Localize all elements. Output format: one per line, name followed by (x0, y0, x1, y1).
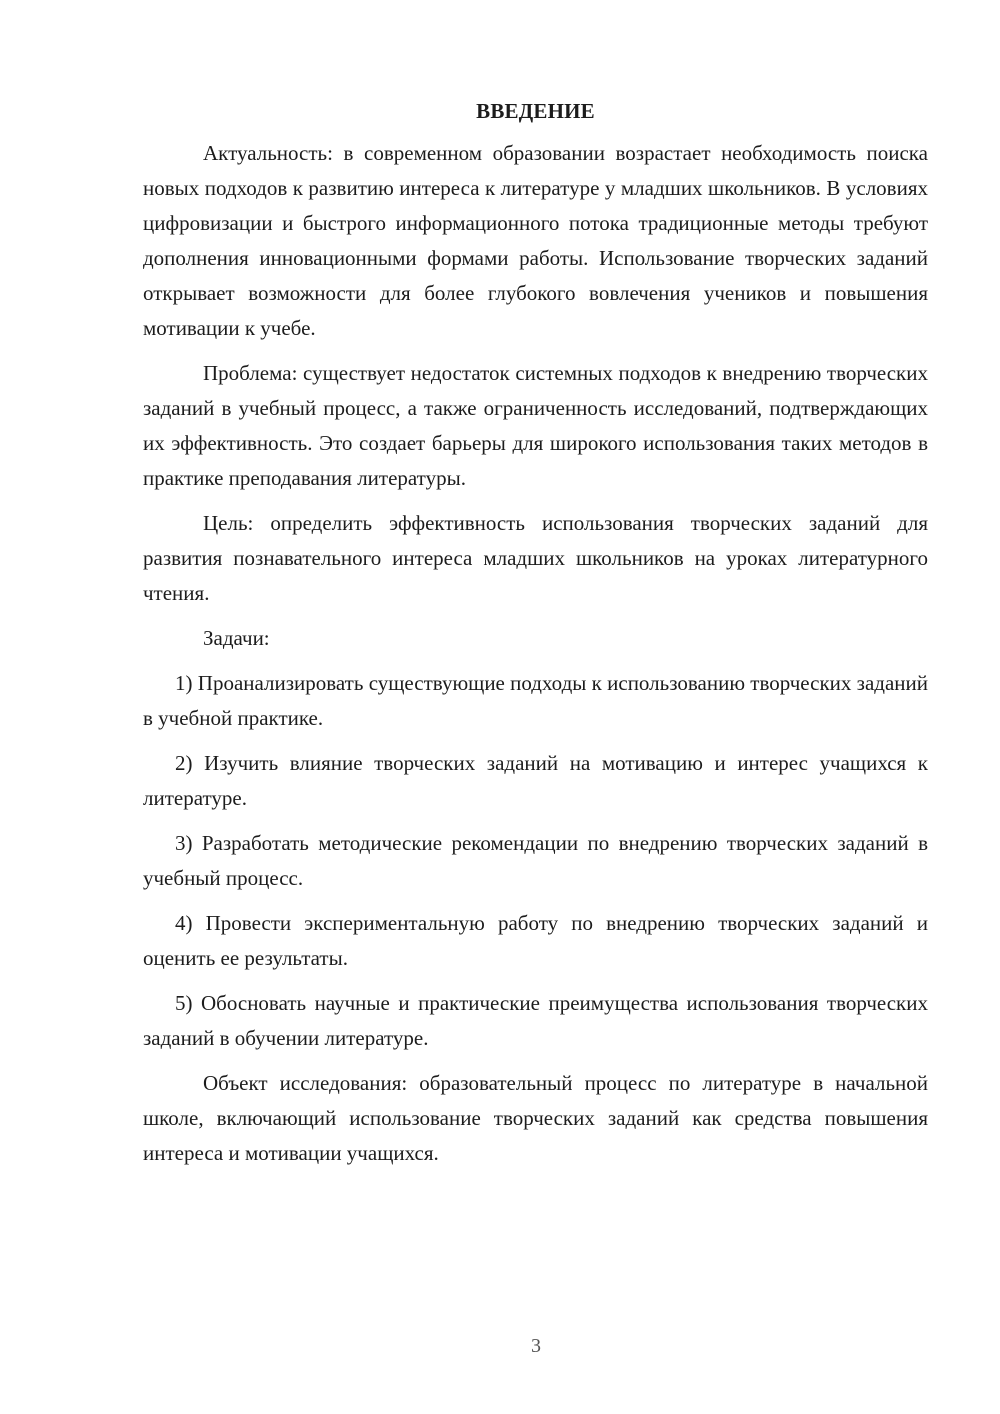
task-item-5: 5) Обосновать научные и практические преимущества использования творческих заданий в обучении литературе. (143, 991, 928, 1050)
tasks-label: Задачи: (203, 626, 270, 650)
paragraph-goal: Цель: определить эффективность использования творческих заданий для развития познавательного интереса младших школьников на уроках литературного чтения. (143, 511, 928, 605)
paragraph-object: Объект исследования: образовательный процесс по литературе в начальной школе, включающий использование творческих заданий как средства повышения интереса и мотивации учащихся. (143, 1071, 928, 1165)
tasks-list (143, 666, 928, 1056)
task-item-1: 1) Проанализировать существующие подходы к использованию творческих заданий в учебной практике. (143, 671, 928, 730)
task-item-2: 2) Изучить влияние творческих заданий на мотивацию и интерес учащихся к литературе. (143, 751, 928, 810)
task-item-3: 3) Разработать методические рекомендации по внедрению творческих заданий в учебный процесс. (143, 831, 928, 890)
paragraph-problem: Проблема: существует недостаток системных подходов к внедрению творческих заданий в учебный процесс, а также ограниченность исследований, подтверждающих их эффективность. Это создает барьеры для широкого использования таких методов в практике преподавания литературы. (143, 361, 928, 490)
section-heading: ВВЕДЕНИЕ (476, 99, 595, 123)
page-content (143, 96, 928, 1181)
task-item-4: 4) Провести экспериментальную работу по внедрению творческих заданий и оценить ее результаты. (143, 911, 928, 970)
page-number: 3 (531, 1335, 541, 1357)
paragraph-relevance: Актуальность: в современном образовании возрастает необходимость поиска новых подходов к развитию интереса к литературе у младших школьников. В условиях цифровизации и быстрого информационного потока традиционные методы требуют дополнения инновационными формами работы. Использование творческих заданий открывает возможности для более глубокого вовлечения учеников и повышения мотивации к учебе. (143, 141, 928, 340)
